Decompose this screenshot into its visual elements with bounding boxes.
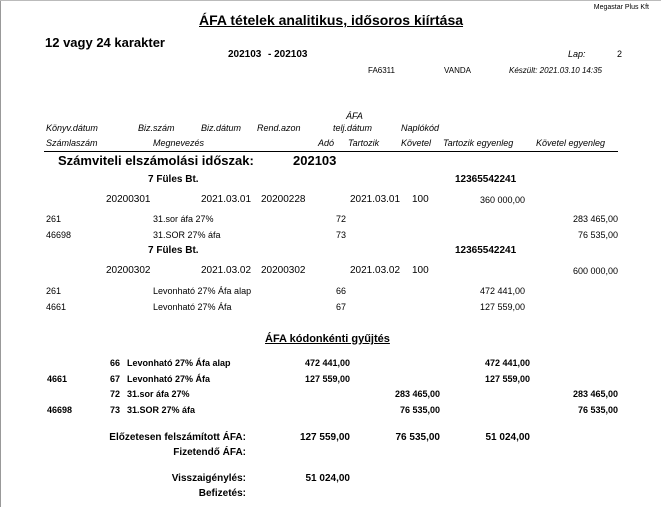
summary-name: 31.sor áfa 27%: [127, 389, 190, 399]
doc-konyv-datum: 20200301: [106, 194, 151, 205]
page-number: 2: [617, 49, 623, 59]
summary-code: 66: [110, 358, 121, 368]
page-top-edge: [0, 0, 661, 1]
col-biz-szam: Biz.szám: [138, 123, 175, 133]
page-left-edge: [0, 0, 1, 507]
summary-name: Levonható 27% Áfa alap: [127, 358, 231, 368]
line-ado: 67: [336, 302, 347, 312]
partner-tax-id: 12365542241: [455, 245, 517, 256]
col-biz-datum: Biz.dátum: [201, 123, 242, 133]
summary-c1: 472 441,00: [304, 358, 350, 368]
partner-name: 7 Füles Bt.: [148, 245, 199, 256]
summary-code: 67: [110, 374, 121, 384]
doc-kovetel: 600 000,00: [572, 266, 618, 276]
report-user: VANDA: [444, 66, 471, 75]
elozetes-value-2: 76 535,00: [395, 432, 440, 443]
col-konyv-datum: Könyv.dátum: [46, 123, 98, 133]
report-title: ÁFA tételek analitikus, idősoros kiírtása: [199, 12, 464, 28]
col-kovetel-egyenleg: Követel egyenleg: [536, 138, 606, 148]
doc-biz-datum: 2021.03.02: [201, 265, 252, 276]
doc-telj-datum: 2021.03.02: [350, 265, 401, 276]
report-code: FA6311: [368, 66, 395, 75]
col-tartozik-egyenleg: Tartozik egyenleg: [443, 138, 514, 148]
summary-c2: 76 535,00: [399, 405, 440, 415]
col-szamlaszam: Számlaszám: [46, 138, 98, 148]
col-rend-azon: Rend.azon: [257, 123, 301, 133]
summary-name: 31.SOR 27% áfa: [127, 405, 196, 415]
period-label: Számviteli elszámolási időszak:: [58, 153, 254, 168]
line-name: 31.SOR 27% áfa: [153, 230, 221, 240]
summary-account: 4661: [47, 374, 68, 384]
period-value: 202103: [293, 153, 337, 168]
line-tartozik-egyenleg: 472 441,00: [479, 286, 525, 296]
page-label: Lap:: [568, 49, 586, 59]
partner-tax-id: 12365542241: [455, 174, 517, 185]
line-kovetel-egyenleg: 76 535,00: [577, 230, 618, 240]
visszaigenyles-label: Visszaigénylés:: [171, 473, 246, 484]
col-tartozik: Tartozik: [348, 138, 380, 148]
summary-c2: 283 465,00: [394, 389, 440, 399]
period-to: - 202103: [268, 49, 308, 60]
summary-account: 46698: [47, 405, 73, 415]
doc-konyv-datum: 20200302: [106, 265, 151, 276]
col-naplokod: Naplókód: [401, 123, 440, 133]
summary-title: ÁFA kódonkénti gyűjtés: [265, 333, 390, 345]
line-ado: 66: [336, 286, 347, 296]
summary-c4: 76 535,00: [577, 405, 618, 415]
visszaigenyles-value: 51 024,00: [305, 473, 350, 484]
header-rule: [44, 151, 618, 152]
col-ado: Adó: [318, 138, 335, 148]
elozetes-value-1: 127 559,00: [299, 432, 350, 443]
col-telj-datum: telj.dátum: [333, 123, 373, 133]
line-tartozik-egyenleg: 127 559,00: [479, 302, 525, 312]
doc-tartozik: 360 000,00: [479, 195, 525, 205]
col-afa: ÁFA: [346, 111, 363, 121]
line-name: Levonható 27% Áfa: [153, 302, 232, 312]
report-created: Készült: 2021.03.10 14:35: [509, 66, 602, 75]
col-megnevezes: Megnevezés: [153, 138, 205, 148]
report-subtitle: 12 vagy 24 karakter: [45, 35, 165, 50]
line-ado: 73: [336, 230, 347, 240]
summary-code: 72: [110, 389, 121, 399]
line-ado: 72: [336, 214, 347, 224]
line-account: 261: [46, 286, 62, 296]
doc-rend-azon: 20200228: [261, 194, 306, 205]
line-name: 31.sor áfa 27%: [153, 214, 214, 224]
line-account: 261: [46, 214, 62, 224]
col-kovetel: Követel: [401, 138, 432, 148]
doc-naplokod: 100: [412, 265, 429, 276]
company-name: Megastar Plus Kft: [593, 4, 649, 11]
line-account: 4661: [46, 302, 67, 312]
doc-rend-azon: 20200302: [261, 265, 306, 276]
summary-c1: 127 559,00: [304, 374, 350, 384]
summary-c3: 472 441,00: [484, 358, 530, 368]
doc-biz-datum: 2021.03.01: [201, 194, 252, 205]
befizetes-label: Befizetés:: [198, 488, 246, 499]
elozetes-label: Előzetesen felszámított ÁFA:: [109, 432, 246, 443]
partner-name: 7 Füles Bt.: [148, 174, 199, 185]
fizetendo-label: Fizetendő ÁFA:: [173, 447, 246, 458]
elozetes-value-3: 51 024,00: [485, 432, 530, 443]
doc-telj-datum: 2021.03.01: [350, 194, 401, 205]
summary-code: 73: [110, 405, 121, 415]
summary-c3: 127 559,00: [484, 374, 530, 384]
period-from: 202103: [228, 49, 262, 60]
line-name: Levonható 27% Áfa alap: [153, 286, 252, 296]
line-kovetel-egyenleg: 283 465,00: [572, 214, 618, 224]
doc-naplokod: 100: [412, 194, 429, 205]
line-account: 46698: [46, 230, 72, 240]
summary-name: Levonható 27% Áfa: [127, 374, 211, 384]
summary-c4: 283 465,00: [572, 389, 618, 399]
